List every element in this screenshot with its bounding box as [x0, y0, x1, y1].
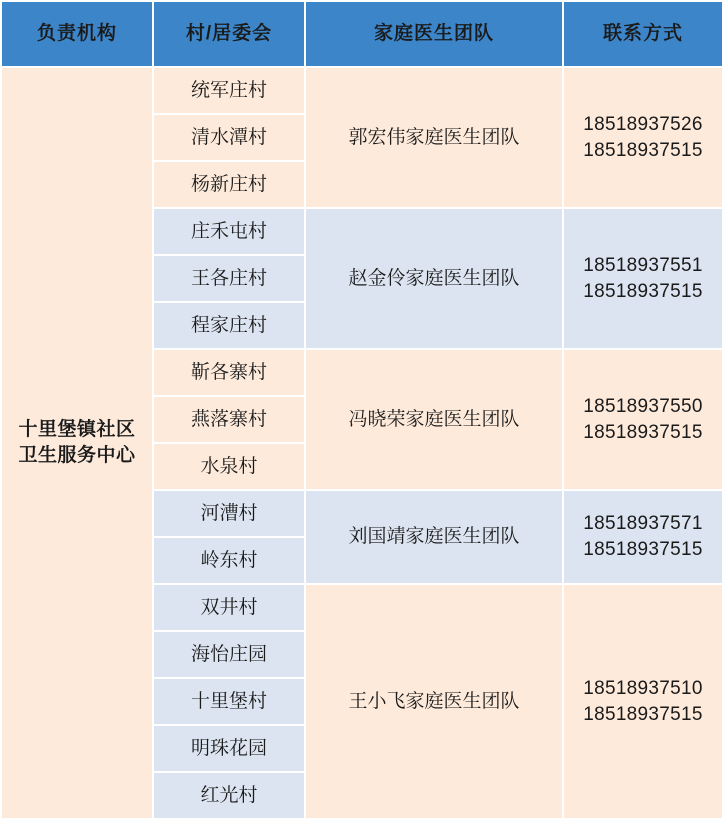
column-header-organization: 负责机构 [1, 1, 153, 67]
phone-number: 18518937526 [583, 113, 703, 135]
phone-number: 18518937515 [583, 703, 703, 725]
village-cell: 双井村 [153, 584, 305, 631]
village-cell: 河漕村 [153, 490, 305, 537]
table-header [1, 1, 722, 67]
village-cell: 统军庄村 [153, 67, 305, 114]
table-body [1, 67, 722, 819]
village-cell: 海怡庄园 [153, 631, 305, 678]
column-header-village: 村/居委会 [153, 1, 305, 67]
organization-cell [1, 67, 153, 819]
village-cell: 燕落寨村 [153, 396, 305, 443]
table-row [1, 67, 722, 114]
village-cell: 清水潭村 [153, 114, 305, 161]
organization-label: 十里堡镇社区卫生服务中心 [18, 419, 136, 466]
village-cell: 程家庄村 [153, 302, 305, 349]
team-cell: 赵金伶家庭医生团队 [305, 208, 563, 349]
phone-cell [563, 490, 722, 584]
phone-number: 18518937515 [583, 280, 703, 302]
phone-cell [563, 349, 722, 490]
phone-number: 18518937550 [583, 395, 703, 417]
village-cell: 明珠花园 [153, 725, 305, 772]
phone-number: 18518937515 [583, 139, 703, 161]
phone-number: 18518937571 [583, 513, 703, 535]
village-cell: 庄禾屯村 [153, 208, 305, 255]
team-cell: 刘国靖家庭医生团队 [305, 490, 563, 584]
village-cell: 水泉村 [153, 443, 305, 490]
table-header-row [1, 1, 722, 67]
phone-cell [563, 584, 722, 819]
village-cell: 十里堡村 [153, 678, 305, 725]
village-cell: 红光村 [153, 772, 305, 819]
village-cell: 岭东村 [153, 537, 305, 584]
village-cell: 靳各寨村 [153, 349, 305, 396]
column-header-contact: 联系方式 [563, 1, 722, 67]
phone-cell [563, 67, 722, 208]
phone-number: 18518937510 [583, 677, 703, 699]
phone-number: 18518937551 [583, 254, 703, 276]
village-cell: 杨新庄村 [153, 161, 305, 208]
phone-number: 18518937515 [583, 539, 703, 560]
team-cell: 王小飞家庭医生团队 [305, 584, 563, 819]
column-header-team: 家庭医生团队 [305, 1, 563, 67]
team-cell: 郭宏伟家庭医生团队 [305, 67, 563, 208]
village-cell: 王各庄村 [153, 255, 305, 302]
team-cell: 冯晓荣家庭医生团队 [305, 349, 563, 490]
phone-number: 18518937515 [583, 421, 703, 443]
phone-cell [563, 208, 722, 349]
